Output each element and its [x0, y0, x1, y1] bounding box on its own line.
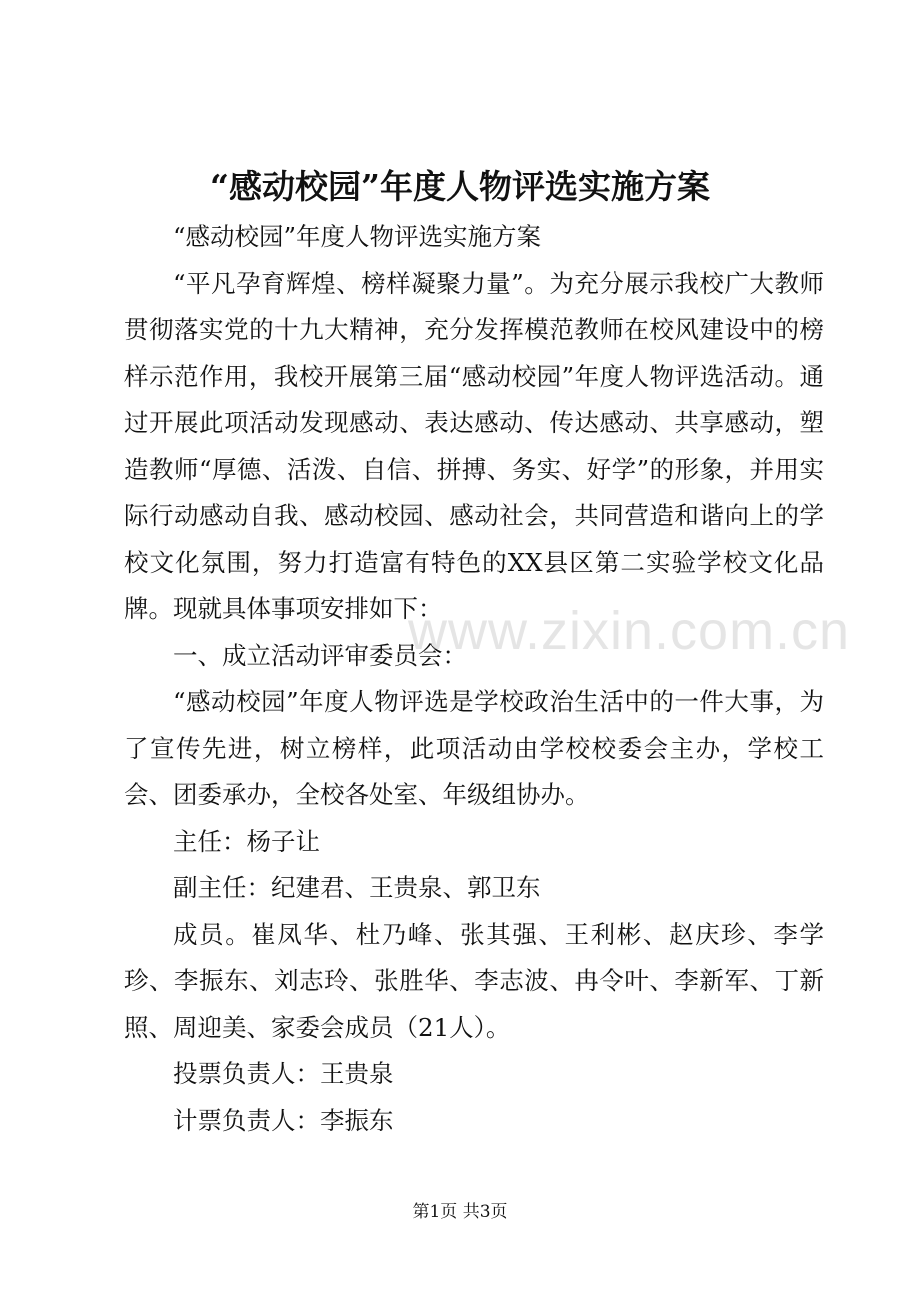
paragraph-committee-desc: “感动校园”年度人物评选是学校政治生活中的一件大事，为了宣传先进，树立榜样，此项活动由学校校委会主办，学校工会、团委承办，全校各处室、年级组协办。 [124, 687, 824, 809]
section-heading-committee: 一、成立活动评审委员会： [173, 640, 467, 670]
paragraph-vote-lead: 投票负责人：王贵泉 [173, 1059, 394, 1088]
watermark: www.zixin.com.cn [408, 601, 851, 661]
document-title: “感动校园”年度人物评选实施方案 [210, 167, 710, 206]
paragraph-members: 成员。崔凤华、杜乃峰、张其强、王利彬、赵庆珍、李学珍、李振东、刘志玲、张胜华、李志波、冉令叶、李新军、丁新照、周迎美、家委会成员（21人）。 [124, 919, 824, 1042]
paragraph-director: 主任：杨子让 [173, 826, 320, 856]
paragraph-deputy-director: 副主任：纪建君、王贵泉、郭卫东 [173, 873, 541, 902]
page-footer: 第1页 共3页 [412, 1202, 508, 1222]
paragraph-intro: “平凡孕育辉煌、榜样凝聚力量”。为充分展示我校广大教师贯彻落实党的十九大精神，充分发挥模范教师在校风建设中的榜样示范作用，我校开展第三届“感动校园”年度人物评选活动。通过开展此项活动发现感动、表达感动、传达感动、共享感动，塑造教师“厚德、活泼、自信、拼搏、务实、好学”的形象，并用实际行动感动自我、感动校园、感动社会，共同营造和谐向上的学校文化氛围，努力打造富有特色的XX县区第二实验学校文化品牌。现就具体事项安排如下： [124, 268, 824, 623]
document-body [124, 214, 824, 1144]
paragraph-count-lead: 计票负责人：李振东 [173, 1105, 394, 1135]
paragraph-subtitle: “感动校园”年度人物评选实施方案 [173, 222, 542, 251]
